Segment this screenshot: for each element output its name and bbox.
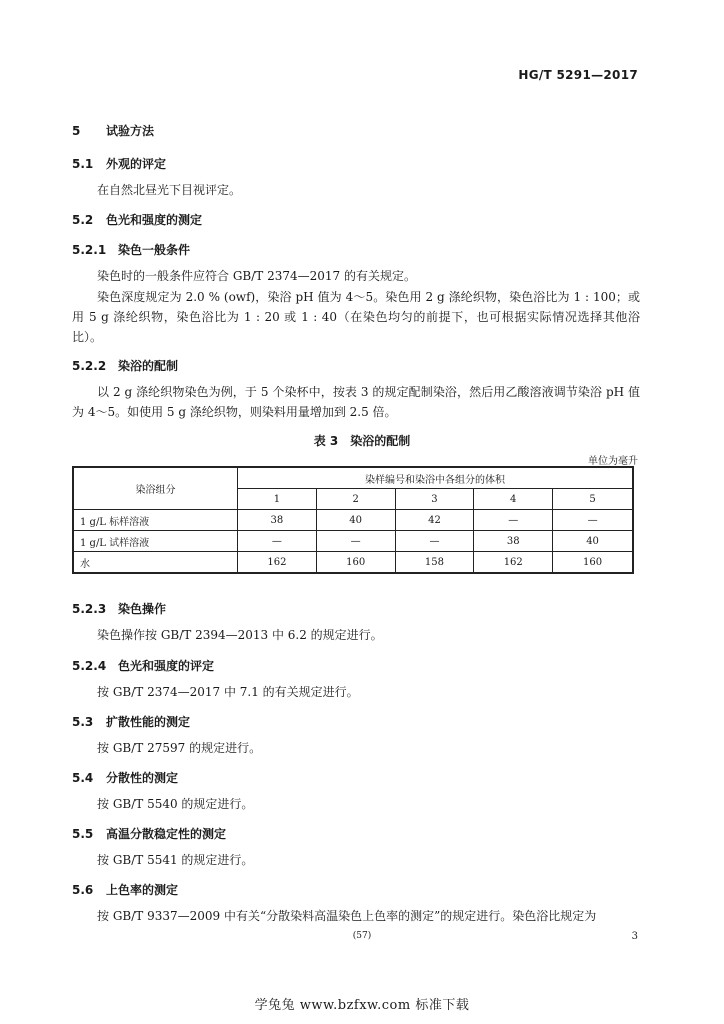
table-cell: — bbox=[395, 531, 474, 552]
table-row bbox=[73, 531, 633, 552]
paragraph: 按 GB/T 5541 的规定进行。 bbox=[97, 853, 254, 867]
standard-code: HG/T 5291—2017 bbox=[518, 68, 638, 82]
table-caption: 表 3 染浴的配制 bbox=[313, 434, 411, 448]
section-5-2-4-heading bbox=[72, 657, 214, 674]
paragraph: 染色深度规定为 2.0 % (owf)，染浴 pH 值为 4～5。染色用 2 g 涤纶织物，染色浴比为 1 : 100；或用 5 g 涤纶织物，染色浴比为 1 : 20 或 1 : 40（在染色均匀的前提下，也可根据实际情况选择其他浴比）。 bbox=[72, 290, 640, 344]
section-5-2-3-heading bbox=[72, 600, 166, 617]
section-5-3-heading bbox=[72, 713, 190, 730]
section-title: 色光和强度的测定 bbox=[106, 213, 203, 227]
section-5-1-heading bbox=[72, 155, 166, 172]
section-5-heading bbox=[72, 122, 154, 139]
section-title: 染浴的配制 bbox=[118, 359, 179, 373]
table-cell: 160 bbox=[553, 552, 633, 574]
table-cell: — bbox=[238, 531, 317, 552]
section-title: 染色操作 bbox=[118, 602, 167, 616]
paragraph: 按 GB/T 9337—2009 中有关“分散染料高温染色上色率的测定”的规定进行。染色浴比规定为 bbox=[97, 909, 597, 923]
section-number: 5.6 bbox=[72, 883, 94, 897]
table-cell: 40 bbox=[553, 531, 633, 552]
section-number: 5.2.1 bbox=[72, 243, 107, 257]
section-5-5-heading bbox=[72, 825, 226, 842]
dye-bath-table bbox=[72, 466, 634, 574]
section-number: 5.2.4 bbox=[72, 659, 107, 673]
section-number: 5.2.2 bbox=[72, 359, 107, 373]
column-number: 1 bbox=[238, 489, 317, 510]
table-cell: 162 bbox=[238, 552, 317, 574]
section-number: 5.5 bbox=[72, 827, 94, 841]
table-header-row bbox=[73, 467, 633, 489]
table-cell: 42 bbox=[395, 510, 474, 531]
section-title: 分散性的测定 bbox=[106, 771, 179, 785]
paragraph: 按 GB/T 27597 的规定进行。 bbox=[97, 741, 262, 755]
column-number: 2 bbox=[316, 489, 395, 510]
section-5-2-1-heading bbox=[72, 241, 190, 258]
section-number: 5.3 bbox=[72, 715, 94, 729]
table-cell: 160 bbox=[316, 552, 395, 574]
table-cell: — bbox=[316, 531, 395, 552]
row-label: 1 g/L 试样溶液 bbox=[73, 531, 238, 552]
section-title: 染色一般条件 bbox=[118, 243, 191, 257]
column-header-span: 染样编号和染浴中各组分的体积 bbox=[238, 467, 634, 489]
section-5-2-heading bbox=[72, 211, 202, 228]
column-number: 5 bbox=[553, 489, 633, 510]
column-header-group: 染浴组分 bbox=[73, 467, 238, 510]
table-cell: — bbox=[553, 510, 633, 531]
section-title: 扩散性能的测定 bbox=[106, 715, 191, 729]
section-title: 高温分散稳定性的测定 bbox=[106, 827, 227, 841]
paragraph: 在自然北昼光下目视评定。 bbox=[97, 183, 242, 197]
paragraph: 染色操作按 GB/T 2394—2013 中 6.2 的规定进行。 bbox=[97, 628, 383, 642]
table-unit: 单位为毫升 bbox=[588, 456, 638, 467]
section-number: 5.1 bbox=[72, 157, 94, 171]
table-row bbox=[73, 510, 633, 531]
section-title: 试验方法 bbox=[106, 124, 155, 138]
paragraph: 按 GB/T 5540 的规定进行。 bbox=[97, 797, 254, 811]
table-cell: 38 bbox=[238, 510, 317, 531]
table-cell: 40 bbox=[316, 510, 395, 531]
table-row bbox=[73, 552, 633, 574]
section-number: 5.2.3 bbox=[72, 602, 107, 616]
row-label: 水 bbox=[73, 552, 238, 574]
section-title: 外观的评定 bbox=[106, 157, 167, 171]
section-number: 5 bbox=[72, 124, 81, 138]
table-cell: — bbox=[474, 510, 553, 531]
section-5-4-heading bbox=[72, 769, 178, 786]
section-title: 上色率的测定 bbox=[106, 883, 179, 897]
section-number: 5.2 bbox=[72, 213, 94, 227]
paragraph: 染色时的一般条件应符合 GB/T 2374—2017 的有关规定。 bbox=[97, 269, 416, 283]
table-cell: 38 bbox=[474, 531, 553, 552]
paragraph: 以 2 g 涤纶织物染色为例，于 5 个染杯中，按表 3 的规定配制染浴，然后用乙酸溶液调节染浴 pH 值为 4～5。如使用 5 g 涤纶织物，则染料用量增加到 2.5 倍。 bbox=[72, 385, 640, 419]
column-number: 3 bbox=[395, 489, 474, 510]
footer-code: (57) bbox=[352, 931, 372, 941]
table-cell: 162 bbox=[474, 552, 553, 574]
paragraph: 按 GB/T 2374—2017 中 7.1 的有关规定进行。 bbox=[97, 685, 359, 699]
row-label: 1 g/L 标样溶液 bbox=[73, 510, 238, 531]
column-number: 4 bbox=[474, 489, 553, 510]
section-number: 5.4 bbox=[72, 771, 94, 785]
section-5-2-2-heading bbox=[72, 357, 178, 374]
table-cell: 158 bbox=[395, 552, 474, 574]
section-title: 色光和强度的评定 bbox=[118, 659, 215, 673]
section-5-6-heading bbox=[72, 881, 178, 898]
watermark-text: 学兔兔 www.bzfxw.com 标准下载 bbox=[254, 998, 470, 1013]
page-number: 3 bbox=[631, 931, 638, 942]
